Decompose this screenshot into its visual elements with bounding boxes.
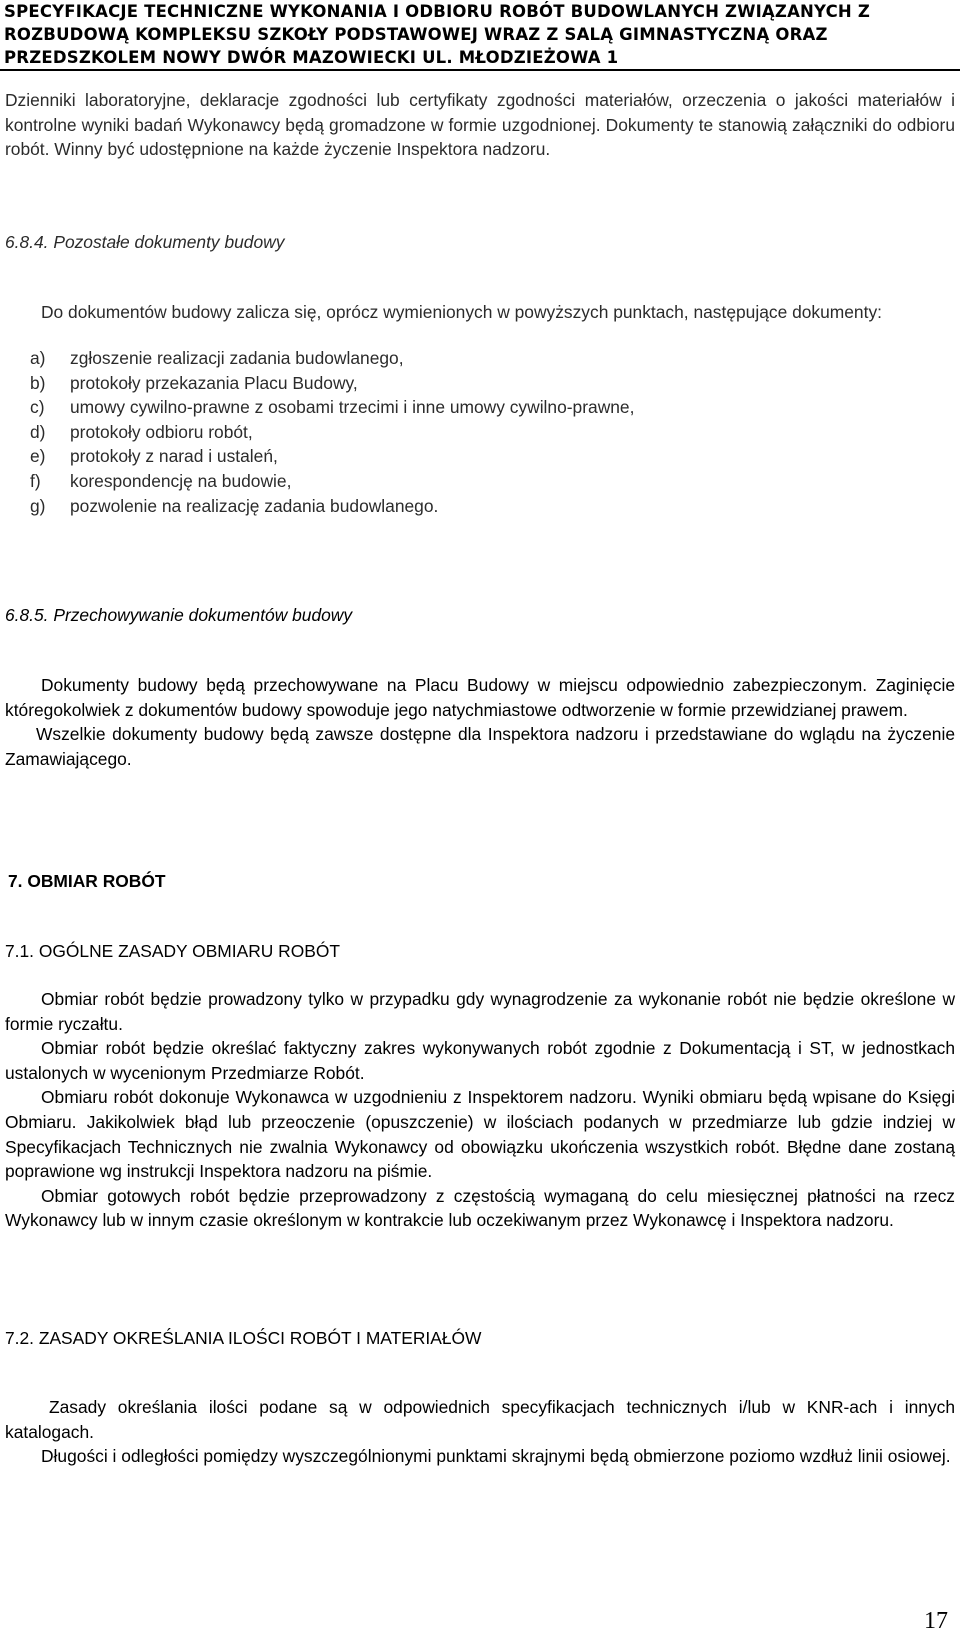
section-71-paragraph: Obmiaru robót dokonuje Wykonawca w uzgodnieniu z Inspektorem nadzoru. Wyniki obmiaru będą wpisane do Księgi Obmiaru. Jakikolwiek błąd lub przeoczenie (opuszczenie) w ilościach podanych w przedmiarze lub gdzie indziej w Specyfikacjach Technicznych nie zwalnia Wykonawcy od obowiązku ukończenia wszystkich robót. Błędne dane zostaną poprawione wg instrukcji Inspektora nadzoru na piśmie. xyxy=(5,1087,955,1182)
section-684-list xyxy=(30,346,634,518)
list-item-letter: d) xyxy=(30,421,46,442)
list-item-text: korespondencję na budowie, xyxy=(70,470,292,491)
list-item-letter: e) xyxy=(30,446,46,467)
intro-paragraph-text: Dzienniki laboratoryjne, deklaracje zgodności lub certyfikaty zgodności materiałów, orzeczenia o jakości materiałów i kontrolne wyniki badań Wykonawcy będą gromadzone w formie uzgodnionej. Dokumenty te stanowią załączniki do odbioru robót. Winny być udostępnione na każde życzenie Inspektora nadzoru. xyxy=(5,90,955,160)
section-72-heading: 7.2. ZASADY OKREŚLANIA ILOŚCI ROBÓT I MATERIAŁÓW xyxy=(5,1328,482,1348)
header-line: PRZEDSZKOLEM NOWY DWÓR MAZOWIECKI UL. MŁODZIEŻOWA 1 xyxy=(4,48,619,67)
intro-paragraph xyxy=(5,88,955,162)
section-7-heading: 7. OBMIAR ROBÓT xyxy=(8,871,166,891)
list-item-text: protokoły przekazania Placu Budowy, xyxy=(70,372,358,393)
header-line: ROZBUDOWĄ KOMPLEKSU SZKOŁY PODSTAWOWEJ WRAZ Z SALĄ GIMNASTYCZNĄ ORAZ xyxy=(4,25,828,44)
section-684-intro-text: Do dokumentów budowy zalicza się, oprócz wymienionych w powyższych punktach, następujące dokumenty: xyxy=(41,302,882,322)
list-item-text: zgłoszenie realizacji zadania budowlanego, xyxy=(70,348,404,368)
header-line: SPECYFIKACJE TECHNICZNE WYKONANIA I ODBIORU ROBÓT BUDOWLANYCH ZWIĄZANYCH Z xyxy=(4,2,871,21)
list-item xyxy=(30,494,634,519)
section-71-paragraph: Obmiar robót będzie określać faktyczny zakres wykonywanych robót zgodnie z Dokumentacją i ST, w jednostkach ustalonych w wycenionym Przedmiarze Robót. xyxy=(5,1038,955,1083)
list-item-text: protokoły odbioru robót, xyxy=(70,421,253,442)
list-item xyxy=(30,420,634,445)
list-item-text: pozwolenie na realizację zadania budowlanego. xyxy=(70,495,439,516)
list-item-letter: g) xyxy=(30,495,46,516)
section-72-paragraph: Zasady określania ilości podane są w odpowiednich specyfikacjach technicznych i/lub w KNR-ach i innych katalogach. xyxy=(5,1397,955,1442)
section-684-intro xyxy=(5,300,955,325)
list-item xyxy=(30,469,634,494)
section-71-paragraph: Obmiar gotowych robót będzie przeprowadzony z częstością wymaganą do celu miesięcznej płatności na rzecz Wykonawcy lub w innym czasie określonym w kontrakcie lub oczekiwanym przez Wykonawcę i Inspektora nadzoru. xyxy=(5,1185,955,1231)
list-item-text: protokoły z narad i ustaleń, xyxy=(70,446,278,467)
list-item-letter: c) xyxy=(30,397,45,418)
section-71-heading: 7.1. OGÓLNE ZASADY OBMIARU ROBÓT xyxy=(5,941,341,961)
header-rule xyxy=(0,69,960,71)
list-item-letter: b) xyxy=(30,372,46,393)
document-header xyxy=(0,0,960,69)
list-item xyxy=(30,371,634,396)
list-item-letter: a) xyxy=(30,348,46,368)
list-item xyxy=(30,395,634,420)
section-685-heading: 6.8.5. Przechowywanie dokumentów budowy xyxy=(5,605,353,625)
list-item xyxy=(30,346,634,371)
section-71-body xyxy=(5,987,955,1233)
section-71-paragraph: Obmiar robót będzie prowadzony tylko w przypadku gdy wynagrodzenie za wykonanie robót nie będzie określone w formie ryczałtu. xyxy=(5,989,955,1034)
section-685-paragraph: Dokumenty budowy będą przechowywane na Placu Budowy w miejscu odpowiednio zabezpieczonym. Zaginięcie któregokolwiek z dokumentów budowy spowoduje jego natychmiastowe odtworzenie w formie przewidzianej prawem. xyxy=(5,675,955,720)
section-72-paragraph: Długości i odległości pomiędzy wyszczególnionymi punktami skrajnymi będą obmierzone poziomo wzdłuż linii osiowej. xyxy=(41,1446,951,1467)
section-72-body xyxy=(5,1395,955,1469)
section-685-paragraph: Wszelkie dokumenty budowy będą zawsze dostępne dla Inspektora nadzoru i przedstawiane do wglądu na życzenie Zamawiającego. xyxy=(5,724,955,769)
list-item-letter: f) xyxy=(30,470,41,491)
section-685-body xyxy=(5,673,955,771)
list-item xyxy=(30,444,634,469)
page-number: 17 xyxy=(924,1608,948,1634)
list-item-text: umowy cywilno-prawne z osobami trzecimi i inne umowy cywilno-prawne, xyxy=(70,397,635,418)
section-684-heading: 6.8.4. Pozostałe dokumenty budowy xyxy=(5,232,285,252)
